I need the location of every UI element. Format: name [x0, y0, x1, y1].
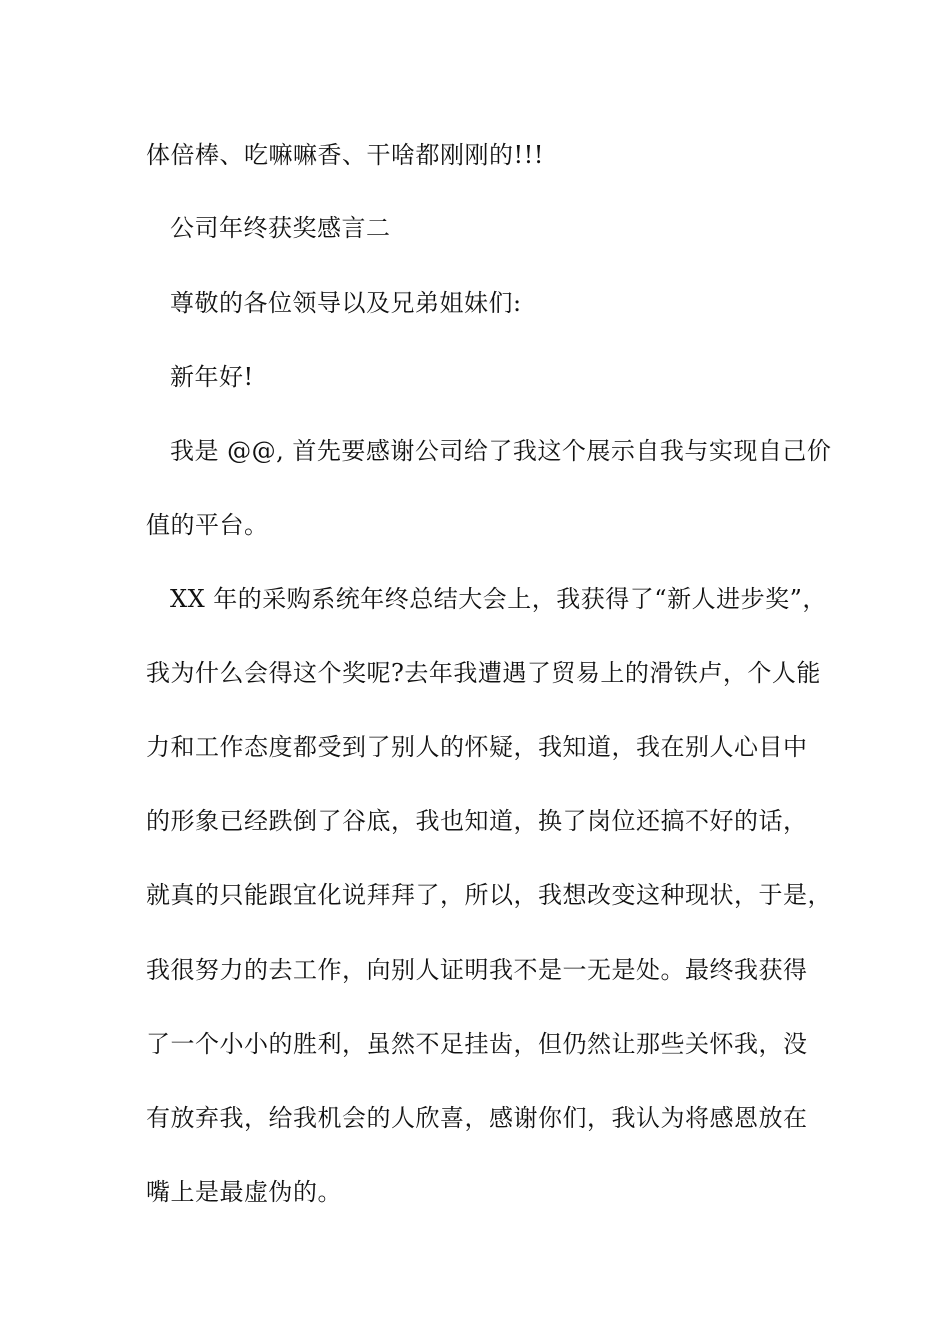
paragraph-line: 我很努力的去工作，向别人证明我不是一无是处。最终我获得: [146, 956, 808, 984]
paragraph-line: XX 年的采购系统年终总结大会上，我获得了“新人进步奖”，: [170, 585, 827, 613]
paragraph-line: 力和工作态度都受到了别人的怀疑，我知道，我在别人心目中: [146, 733, 808, 761]
paragraph-line: 有放弃我，给我机会的人欣喜，感谢你们，我认为将感恩放在: [146, 1104, 808, 1132]
paragraph-line: 的形象已经跌倒了谷底，我也知道，换了岗位还搞不好的话，: [146, 807, 808, 835]
paragraph-line: 我是 @@, 首先要感谢公司给了我这个展示自我与实现自己价: [170, 437, 832, 465]
paragraph-line: 了一个小小的胜利，虽然不足挂齿，但仍然让那些关怀我，没: [146, 1030, 808, 1058]
paragraph-line: 嘴上是最虚伪的。: [146, 1178, 342, 1206]
section-heading: 公司年终获奖感言二: [170, 214, 391, 242]
salutation: 尊敬的各位领导以及兄弟姐妹们:: [170, 289, 522, 317]
paragraph-line: 值的平台。: [146, 511, 269, 539]
greeting: 新年好!: [170, 363, 254, 391]
paragraph-line: 就真的只能跟宜化说拜拜了，所以，我想改变这种现状，于是，: [146, 881, 832, 909]
paragraph-line: 我为什么会得这个奖呢?去年我遭遇了贸易上的滑铁卢，个人能: [146, 659, 821, 687]
text-line: 体倍棒、吃嘛嘛香、干啥都刚刚的!!!: [146, 141, 544, 169]
